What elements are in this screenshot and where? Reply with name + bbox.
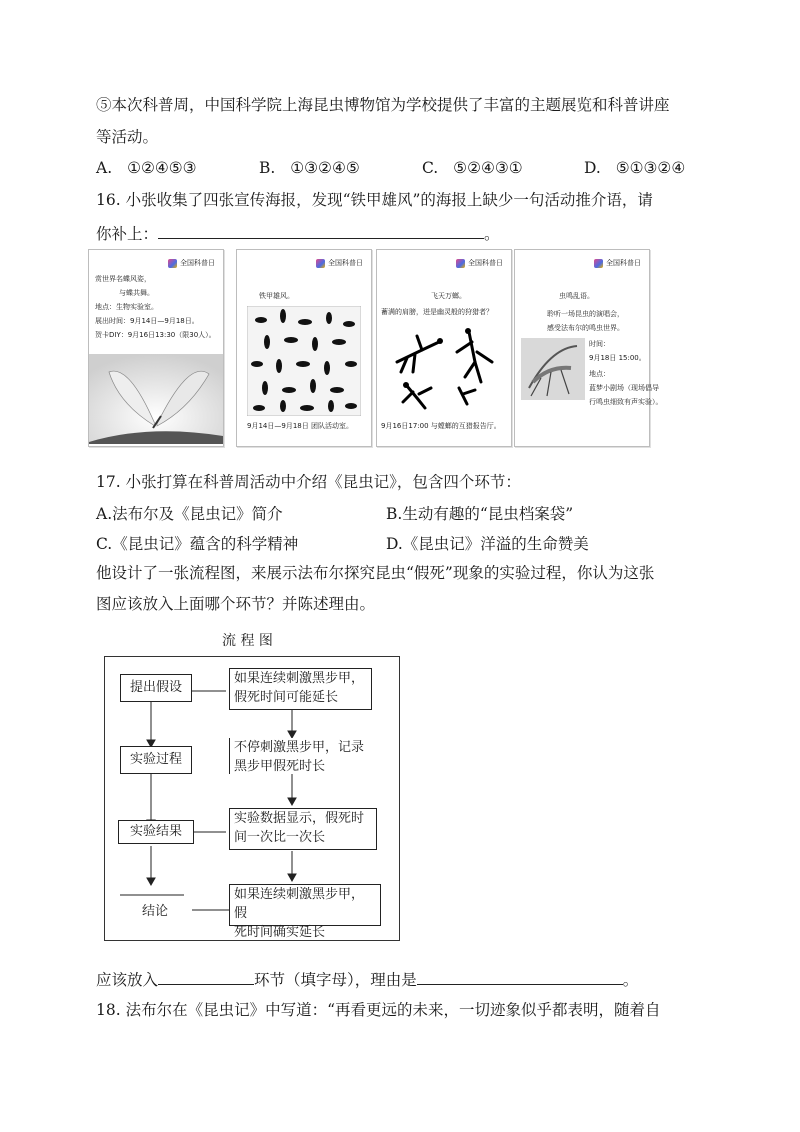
flow-step-experiment xyxy=(120,746,192,774)
item-5-text: ⑤本次科普周，中国科学院上海昆虫博物馆为学校提供了丰富的主题展览和科普讲座 xyxy=(96,96,670,114)
q17-intro: 17. 小张打算在科普周活动中介绍《昆虫记》，包含四个环节： xyxy=(96,473,521,491)
q16-line-2 xyxy=(96,222,500,244)
answer-middle: 环节（填字母），理由是 xyxy=(254,971,417,989)
flow-detail-line: 如果连续刺激黑步甲，假 xyxy=(234,887,365,921)
poster-logo xyxy=(456,258,503,268)
poster-4-title: 虫鸣乱语。 xyxy=(559,292,594,300)
science-day-logo-icon xyxy=(316,259,325,268)
option-c xyxy=(422,159,523,177)
mantis-illustration xyxy=(377,322,511,412)
butterfly-illustration xyxy=(89,354,223,444)
q17-answer-line xyxy=(96,968,638,990)
cricket-illustration xyxy=(521,338,585,400)
answer-reason-blank[interactable] xyxy=(417,968,623,985)
poster-butterfly xyxy=(88,249,224,447)
poster-1-line-3: 地点：生物实验室。 xyxy=(95,303,158,311)
q17-option-c: C.《昆虫记》蕴含的科学精神 xyxy=(96,535,299,553)
flow-step-result xyxy=(118,820,194,844)
q17-line-4: 图应该放入上面哪个环节？并陈述理由。 xyxy=(96,595,376,613)
flow-step-conclusion: 结论 xyxy=(142,904,169,919)
poster-4-line-7: 蓝梦小剧场（现场倡导 xyxy=(589,384,659,392)
flow-detail-line: 间一次比一次长 xyxy=(234,830,326,845)
option-c-text: ⑤②④③① xyxy=(453,159,523,177)
poster-4-line-3: 感受法布尔的鸣虫世界。 xyxy=(547,324,624,332)
flowchart-title: 流 程 图 xyxy=(222,633,273,649)
option-a-text: ①②④⑤③ xyxy=(127,159,197,177)
flow-detail-line: 不停刺激黑步甲，记录 xyxy=(234,740,365,755)
flow-detail-line: 假死时间可能延长 xyxy=(234,690,339,705)
poster-logo-text: 全国科普日 xyxy=(180,259,215,267)
poster-3-title: 飞天万螂。 xyxy=(431,292,466,300)
option-c-letter: C. xyxy=(422,159,439,177)
q18-line-1: 18. 法布尔在《昆虫记》中写道：“再看更远的未来，一切迹象似乎都表明，随着自 xyxy=(96,1001,661,1019)
poster-1-line-5: 贺卡DIY：9月16日13:30（限30人）。 xyxy=(95,331,216,339)
option-d-text: ⑤①③②④ xyxy=(615,159,686,177)
q16-answer-blank[interactable] xyxy=(158,222,484,239)
answer-prefix: 应该放入 xyxy=(96,971,159,989)
poster-4-line-4: 时间： xyxy=(589,340,610,348)
flow-detail-line: 实验数据显示，假死时 xyxy=(234,811,365,826)
q17-option-d: D.《昆虫记》洋溢的生命赞美 xyxy=(386,535,589,553)
poster-1-line-1: 赏世界名蝶风姿， xyxy=(95,275,151,283)
flow-detail-line: 黑步甲假死时长 xyxy=(234,759,326,774)
flow-step-hypothesis xyxy=(120,674,192,702)
option-d xyxy=(584,159,685,177)
q16-suffix: 。 xyxy=(484,225,500,243)
poster-4-line-6: 地点： xyxy=(589,370,610,378)
poster-4-line-5: 9月18日 15:00。 xyxy=(589,354,646,362)
q17-line-3: 他设计了一张流程图，来展示法布尔探究昆虫“假死”现象的实验过程，你认为这张 xyxy=(96,564,655,582)
poster-logo-text: 全国科普日 xyxy=(606,259,641,267)
flow-step-label: 提出假设 xyxy=(129,680,182,695)
flow-detail-4 xyxy=(229,884,381,940)
poster-logo xyxy=(316,258,363,268)
flow-detail-2 xyxy=(229,738,371,774)
q16-prefix: 你补上： xyxy=(96,225,159,243)
poster-logo-text: 全国科普日 xyxy=(328,259,363,267)
q17-option-b: B.生动有趣的“昆虫档案袋” xyxy=(386,505,574,523)
flow-detail-1 xyxy=(229,668,372,710)
option-b-letter: B. xyxy=(259,159,276,177)
answer-suffix: 。 xyxy=(622,971,639,989)
poster-3-footer: 9月16日17:00 与螳螂的互猎报告厅。 xyxy=(381,422,501,430)
beetles-illustration xyxy=(247,306,361,416)
poster-2-title: 铁甲雄风。 xyxy=(259,292,294,300)
flow-detail-line: 如果连续刺激黑步甲， xyxy=(234,671,365,686)
q17-option-a: A.法布尔及《昆虫记》简介 xyxy=(96,505,283,523)
answer-letter-blank[interactable] xyxy=(158,968,254,985)
option-d-letter: D. xyxy=(584,159,601,177)
poster-2-footer: 9月14日—9月18日 团队活动室。 xyxy=(247,422,353,430)
item-5-continuation: 等活动。 xyxy=(96,128,159,146)
poster-4-line-2: 聆听一场昆虫的演唱会， xyxy=(547,310,624,318)
poster-1-line-2: 与蝶共舞。 xyxy=(119,289,154,297)
poster-4-line-8: 行鸣虫细致有声实验）。 xyxy=(589,398,663,406)
poster-logo xyxy=(168,258,215,268)
poster-logo xyxy=(594,258,641,268)
flow-step-label: 实验结果 xyxy=(129,824,182,839)
poster-1-line-4: 展出时间：9月14日—9月18日。 xyxy=(95,317,199,325)
science-day-logo-icon xyxy=(594,259,603,268)
poster-beetles xyxy=(236,249,372,447)
poster-3-line-2: 蓄满的肩膀，迸是幽灵般的狩猎者？ xyxy=(381,308,493,316)
option-b xyxy=(259,159,360,177)
poster-cricket xyxy=(514,249,663,447)
flow-step-label: 实验过程 xyxy=(129,752,182,767)
option-a xyxy=(96,159,197,177)
science-day-logo-icon xyxy=(168,259,177,268)
science-day-logo-icon xyxy=(456,259,465,268)
flow-detail-line: 死时间确实延长 xyxy=(234,925,326,940)
poster-mantis xyxy=(376,249,512,447)
q16-line-1: 16. 小张收集了四张宣传海报，发现“铁甲雄风”的海报上缺少一句活动推介语，请 xyxy=(96,191,653,209)
option-a-letter: A. xyxy=(96,159,113,177)
poster-logo-text: 全国科普日 xyxy=(468,259,503,267)
option-b-text: ①③②④⑤ xyxy=(290,159,360,177)
flow-detail-3 xyxy=(229,808,377,850)
